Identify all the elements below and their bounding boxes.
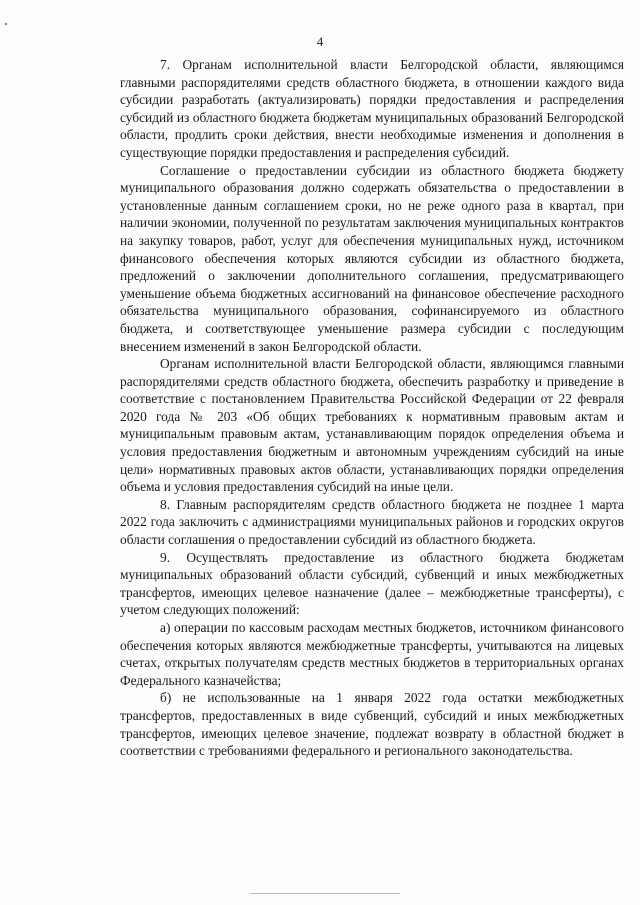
document-body: [120, 56, 624, 760]
scan-bottom-edge: [250, 893, 400, 894]
paragraph-agreement: Соглашение о предоставлении субсидии из областного бюджета бюджету муниципального образования должно содержать обязательства о предоставлении в установленные данным соглашением сроки, но не реже одного раза в квартал, при наличии экономии, полученной по результатам заключения муниципальных контрактов на закупку товаров, работ, услуг для обеспечения муниципальных нужд, источником финансового обеспечения которых являются субсидии из областного бюджета, предложений о заключении дополнительного соглашения, предусматривающего уменьшение объема бюджетных ассигнований на финансовое обеспечение расходного обязательства муниципального образования, софинансируемого из областного бюджета, и соответствующее уменьшение размера субсидии с последующим внесением изменений в закон Белгородской области.: [120, 162, 624, 354]
paragraph-9: 9. Осуществлять предоставление из областного бюджета бюджетам муниципальных образований области субсидий, субвенций и иных межбюджетных трансфертов, имеющих целевое назначение (далее – межбюджетные трансферты), с учетом следующих положений:: [120, 549, 624, 618]
page-number: 4: [316, 34, 324, 49]
paragraph-9a: а) операции по кассовым расходам местных бюджетов, источником финансового обеспечения которых являются межбюджетные трансферты, учитываются на лицевых счетах, открытых получателям средств местных бюджетов в территориальных органах Федерального казначейства;: [120, 620, 624, 688]
scan-speck: [5, 23, 7, 25]
paragraph-9b: б) не использованные на 1 января 2022 года остатки межбюджетных трансфертов, предоставленных в виде субвенций, субсидий и иных межбюджетных трансфертов, имеющих целевое значение, подлежат возврату в областной бюджет в соответствии с требованиями федерального и регионального законодательства.: [120, 690, 624, 759]
paragraph-8: 8. Главным распорядителям средств областного бюджета не позднее 1 марта 2022 года заключить с администрациями муниципальных районов и городских округов области соглашения о предоставлении субсидий из областного бюджета.: [120, 496, 624, 548]
paragraph-7: 7. Органам исполнительной власти Белгородской области, являющимся главными распорядителями средств областного бюджета, в отношении каждого вида субсидии разработать (актуализировать) порядки предоставления и распределения субсидий из областного бюджета бюджетам муниципальных образований Белгородской области, продлить сроки действия, внести необходимые изменения и дополнения в существующие порядки предоставления и распределения субсидий.: [120, 57, 624, 160]
paragraph-authorities: Органам исполнительной власти Белгородской области, являющимся главными распорядителями средств областного бюджета, обеспечить разработку и приведение в соответствие с постановлением Правительства Российской Федерации от 22 февраля 2020 года № 203 «Об общих требованиях к нормативным правовым актам и муниципальным правовым актам, устанавливающим порядок определения объема и условия предоставления бюджетным и автономным учреждениям субсидий на иные цели» нормативных правовых актов области, устанавливающих порядки определения объема и условия предоставления субсидий на иные цели.: [120, 356, 624, 495]
